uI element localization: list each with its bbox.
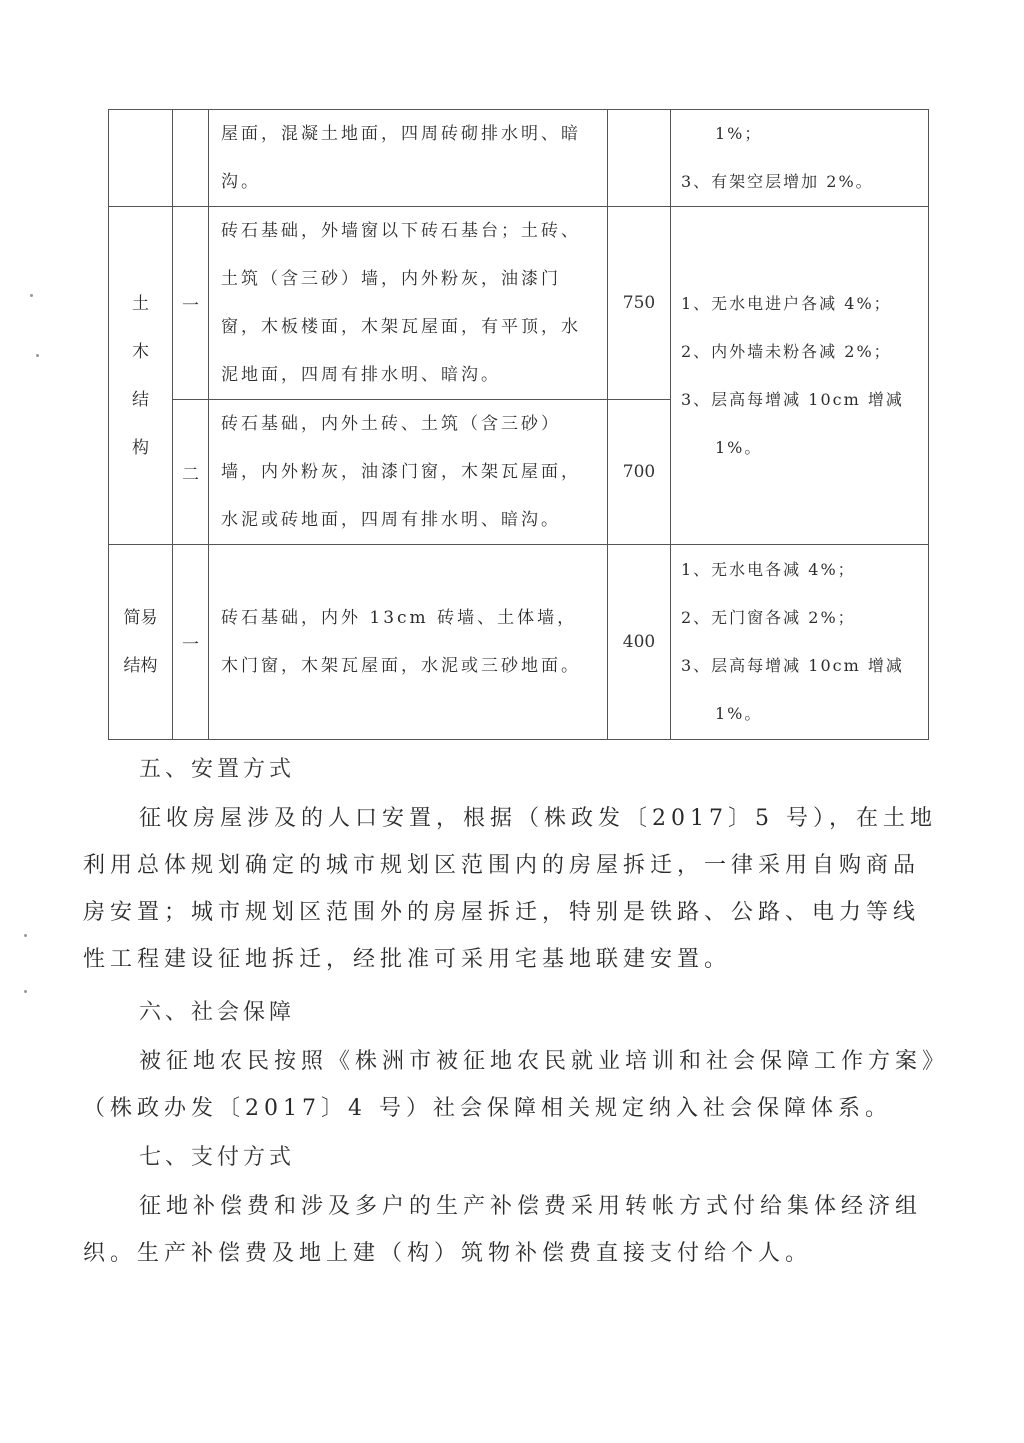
grade-cell (173, 110, 209, 207)
section-paragraph: 被征地农民按照《株洲市被征地农民就业培训和社会保障工作方案》（株政办发〔2017〕4 号）社会保障相关规定纳入社会保障体系。 (83, 1049, 939, 1121)
desc-cell (209, 110, 608, 207)
adjustment-item: 3、有架空层增加 2%。 (681, 172, 874, 191)
structure-description: 砖石基础，内外土砖、土筑（含三砂）墙，内外粉灰，油漆门窗，木架瓦屋面，水泥或砖地面，四周有排水明、暗沟。 (221, 414, 581, 530)
structure-description: 砖石基础，外墙窗以下砖石基台；土砖、土筑（含三砂）墙，内外粉灰，油漆门窗，木板楼面，木架瓦屋面，有平顶，水泥地面，四周有排水明、暗沟。 (221, 221, 581, 385)
scan-mark (36, 354, 39, 357)
price-cell (608, 400, 671, 545)
unit-price: 750 (622, 293, 656, 313)
adjustment-cell (671, 545, 929, 740)
table-row-tumu-grade1 (109, 207, 929, 400)
grade-cell (173, 400, 209, 545)
grade-label: 一 (182, 295, 199, 316)
section-resettlement (83, 752, 943, 983)
type-cell (109, 110, 173, 207)
adjustment-item: 1%。 (715, 437, 763, 457)
section-heading: 五、安置方式 (139, 757, 296, 782)
compensation-standard-table (108, 109, 929, 740)
desc-cell (209, 545, 608, 740)
scan-mark (24, 990, 27, 993)
section-paragraph: 征地补偿费和涉及多户的生产补偿费采用转帐方式付给集体经济组织。生产补偿费及地上建（构）筑物补偿费直接支付给个人。 (83, 1194, 923, 1266)
grade-cell (173, 207, 209, 400)
desc-cell (209, 400, 608, 545)
structure-type-label: 土 木 结 构 (132, 293, 149, 458)
section-payment (83, 1140, 943, 1277)
adjustment-item: 1%； (715, 124, 763, 143)
structure-type-label: 简易 结构 (123, 608, 158, 676)
table-row-jianyi (109, 545, 929, 740)
grade-cell (173, 545, 209, 740)
scan-mark (24, 934, 27, 937)
table-row-continuation (109, 110, 929, 207)
section-social-security (83, 995, 943, 1132)
adjustment-item: 2、无门窗各减 2%； (681, 608, 856, 627)
price-cell (608, 207, 671, 400)
type-cell-jianyi (109, 545, 173, 740)
adjustment-list (671, 546, 928, 738)
unit-price: 700 (622, 462, 656, 482)
unit-price: 400 (622, 632, 656, 652)
adjustment-cell (671, 207, 929, 545)
adjustment-item: 2、内外墙未粉各减 2%； (681, 341, 892, 361)
section-heading: 七、支付方式 (139, 1145, 296, 1170)
structure-description: 砖石基础，内外 13cm 砖墙、土体墙，木门窗，木架瓦屋面，水泥或三砂地面。 (221, 608, 581, 676)
adjustment-list (671, 280, 928, 472)
scan-mark (30, 294, 33, 297)
adjustment-cell (671, 110, 929, 207)
price-cell (608, 110, 671, 207)
section-paragraph: 征收房屋涉及的人口安置，根据（株政发〔2017〕5 号），在土地利用总体规划确定的城市规划区范围内的房屋拆迁，一律采用自购商品房安置；城市规划区范围外的房屋拆迁，特别是铁路、公路、电力等线性工程建设征地拆迁，经批准可采用宅基地联建安置。 (83, 806, 937, 972)
section-heading: 六、社会保障 (139, 1000, 296, 1025)
adjustment-item: 1、无水电进户各减 4%； (681, 293, 892, 313)
adjustment-item: 1%。 (715, 704, 763, 723)
adjustment-list (671, 110, 928, 206)
price-cell (608, 545, 671, 740)
adjustment-item: 3、层高每增减 10cm 增减 (681, 389, 904, 409)
desc-cell (209, 207, 608, 400)
type-cell-tumu (109, 207, 173, 545)
grade-label: 二 (182, 464, 199, 485)
adjustment-item: 1、无水电各减 4%； (681, 560, 856, 579)
structure-description: 屋面，混凝土地面，四周砖砌排水明、暗沟。 (221, 124, 581, 192)
grade-label: 一 (182, 634, 199, 655)
adjustment-item: 3、层高每增减 10cm 增减 (681, 656, 904, 675)
